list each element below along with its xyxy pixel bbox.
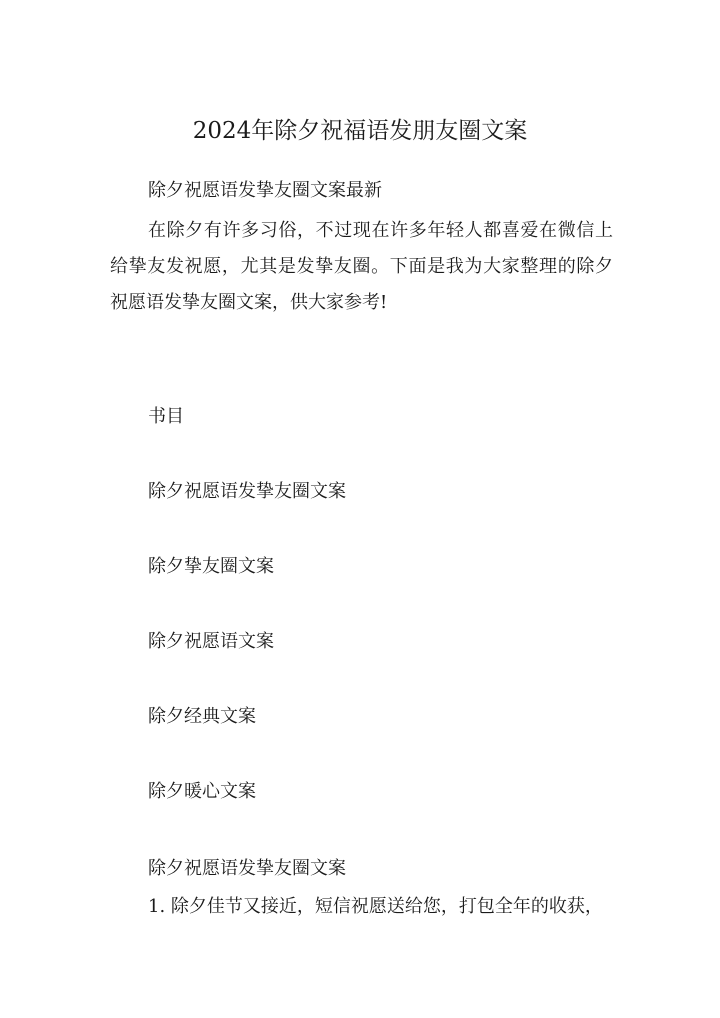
toc-item: 除夕经典文案: [148, 706, 256, 727]
intro-paragraph: 在除夕有许多习俗，不过现在许多年轻人都喜爱在微信上给挚友发祝愿，尤其是发挚友圈。下面是我为大家整理的除夕祝愿语发挚友圈文案，供大家参考!: [110, 220, 613, 313]
toc-item: 除夕祝愿语文案: [148, 631, 274, 652]
document-subtitle: 除夕祝愿语发挚友圈文案最新: [148, 180, 382, 201]
toc-item: 除夕挚友圈文案: [148, 556, 274, 577]
toc-item: 除夕暖心文案: [148, 781, 256, 802]
section-heading: 除夕祝愿语发挚友圈文案: [148, 858, 346, 879]
list-item: 1. 除夕佳节又接近，短信祝愿送给您，打包全年的收获，: [148, 896, 603, 917]
toc-item: 除夕祝愿语发挚友圈文案: [148, 481, 346, 502]
toc-list: [148, 478, 346, 853]
document-title: 2024年除夕祝福语发朋友圈文案: [192, 118, 528, 144]
toc-heading: 书目: [148, 406, 184, 427]
